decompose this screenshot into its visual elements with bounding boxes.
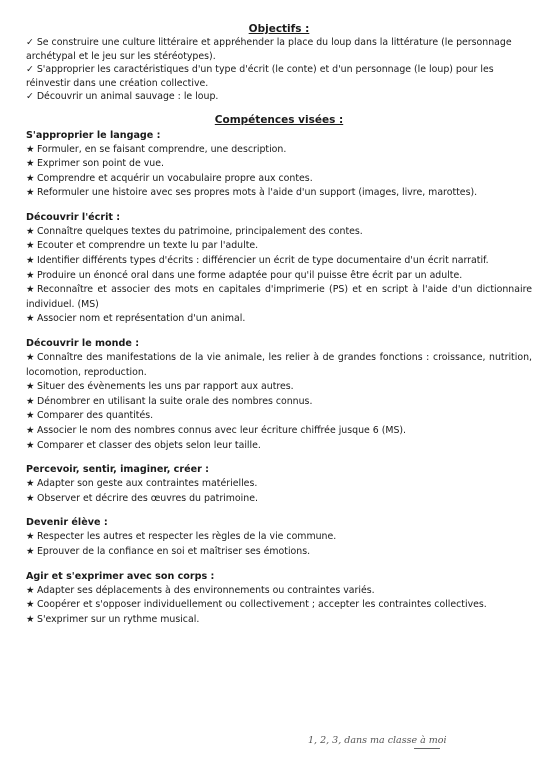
competence-text: Adapter ses déplacements à des environnements ou contraintes variés. — [37, 584, 375, 596]
section-title: S'approprier le langage : — [26, 129, 161, 141]
star-bullet-icon: ★ — [26, 240, 35, 252]
competence-item — [26, 424, 532, 439]
competence-item — [26, 186, 532, 201]
competence-text: Coopérer et s'opposer individuellement ou collectivement ; accepter les contraintes collectives. — [37, 599, 487, 611]
star-bullet-icon: ★ — [26, 158, 35, 170]
star-bullet-icon: ★ — [26, 395, 35, 407]
competence-text: Associer nom et représentation d'un animal. — [37, 313, 246, 325]
competence-text: Observer et décrire des œuvres du patrimoine. — [37, 492, 258, 504]
competence-section — [26, 211, 532, 327]
competences-title: Compétences visées : — [214, 113, 344, 126]
section-title: Découvrir l'écrit : — [26, 211, 121, 223]
star-bullet-icon: ★ — [26, 255, 35, 267]
competence-section — [26, 516, 532, 559]
competence-text: Connaître des manifestations de la vie animale, les relier à de grandes fonctions : croissance, nutrition, locomotion, reproduction. — [26, 352, 532, 378]
objectives-title: Objectifs : — [248, 23, 310, 35]
star-bullet-icon: ★ — [26, 381, 35, 393]
competence-section — [26, 129, 532, 201]
competence-text: Identifier différents types d'écrits : différencier un écrit de type documentaire d'un écrit narratif. — [37, 255, 489, 267]
competence-text: Comprendre et acquérir un vocabulaire propre aux contes. — [37, 172, 313, 184]
competence-text: Dénombrer en utilisant la suite orale des nombres connus. — [37, 395, 313, 407]
competence-text: Adapter son geste aux contraintes matérielles. — [37, 478, 258, 490]
star-bullet-icon: ★ — [26, 225, 35, 237]
competence-item — [26, 395, 532, 410]
competence-text: Reformuler une histoire avec ses propres mots à l'aide d'un support (images, livre, marottes). — [37, 187, 478, 199]
star-bullet-icon: ★ — [26, 492, 35, 504]
competence-text: Comparer et classer des objets selon leur taille. — [37, 439, 261, 451]
competence-text: Ecouter et comprendre un texte lu par l'adulte. — [37, 240, 259, 252]
star-bullet-icon: ★ — [26, 613, 35, 625]
competence-item — [26, 380, 532, 395]
star-bullet-icon: ★ — [26, 172, 35, 184]
competence-section — [26, 463, 532, 506]
competence-item — [26, 492, 532, 507]
star-bullet-icon: ★ — [26, 352, 35, 364]
star-bullet-icon: ★ — [26, 143, 35, 155]
star-bullet-icon: ★ — [26, 584, 35, 596]
competence-item — [26, 409, 532, 424]
competence-item — [26, 157, 532, 172]
star-bullet-icon: ★ — [26, 425, 35, 436]
section-title: Devenir élève : — [26, 517, 108, 529]
signature-underline — [414, 748, 440, 749]
competence-item — [26, 239, 532, 254]
star-bullet-icon: ★ — [26, 478, 35, 490]
star-bullet-icon: ★ — [26, 439, 35, 451]
competence-item — [26, 598, 532, 613]
competence-item — [26, 530, 532, 545]
competence-section — [26, 570, 532, 628]
objective-item: ✓ Se construire une culture littéraire et appréhender la place du loup dans la littérature (le personnage archétypal et le jeu sur les stéréotypes). — [26, 37, 512, 62]
competence-text: Associer le nom des nombres connus avec leur écriture chiffrée jusque 6 (MS). — [37, 425, 407, 436]
competence-item — [26, 312, 532, 327]
competences-sections — [26, 129, 532, 628]
objectives-list — [26, 36, 532, 104]
footer-signature: 1, 2, 3, dans ma classe à moi — [308, 735, 447, 746]
section-title: Agir et s'exprimer avec son corps : — [26, 570, 215, 582]
star-bullet-icon: ★ — [26, 269, 35, 281]
competence-item — [26, 439, 532, 454]
competence-item — [26, 172, 532, 187]
objective-item: ✓ S'approprier les caractéristiques d'un type d'écrit (le conte) et d'un personnage (le loup) pour les réinvestir dans une création collective. — [26, 64, 494, 89]
competence-item — [26, 254, 532, 269]
competence-item — [26, 584, 532, 599]
competence-text: Formuler, en se faisant comprendre, une description. — [37, 143, 287, 155]
star-bullet-icon: ★ — [26, 531, 35, 543]
competence-text: Eprouver de la confiance en soi et maîtriser ses émotions. — [37, 545, 311, 557]
document-page — [26, 22, 532, 627]
objective-item: ✓ Découvrir un animal sauvage : le loup. — [26, 91, 219, 102]
competence-text: Exprimer son point de vue. — [37, 158, 164, 170]
star-bullet-icon: ★ — [26, 313, 35, 325]
competence-item — [26, 225, 532, 240]
star-bullet-icon: ★ — [26, 545, 35, 557]
competence-item — [26, 143, 532, 158]
competence-section — [26, 337, 532, 453]
competence-text: Respecter les autres et respecter les règles de la vie commune. — [37, 531, 337, 543]
star-bullet-icon: ★ — [26, 599, 35, 611]
competence-text: Situer des évènements les uns par rapport aux autres. — [37, 381, 294, 393]
competence-item — [26, 351, 532, 380]
competence-item — [26, 613, 532, 628]
competence-text: Comparer des quantités. — [37, 410, 154, 422]
star-bullet-icon: ★ — [26, 410, 35, 422]
competence-text: S'exprimer sur un rythme musical. — [37, 613, 200, 625]
competence-item — [26, 269, 532, 284]
competence-item — [26, 545, 532, 560]
competence-text: Reconnaître et associer des mots en capitales d'imprimerie (PS) et en script à l'aide d'un dictionnaire individuel. (MS) — [26, 284, 532, 310]
section-title: Percevoir, sentir, imaginer, créer : — [26, 464, 210, 476]
competence-item — [26, 477, 532, 492]
competence-text: Produire un énoncé oral dans une forme adaptée pour qu'il puisse être écrit par un adulte. — [37, 269, 463, 281]
star-bullet-icon: ★ — [26, 187, 35, 199]
star-bullet-icon: ★ — [26, 284, 35, 296]
competence-item — [26, 283, 532, 312]
section-title: Découvrir le monde : — [26, 338, 140, 350]
competence-text: Connaître quelques textes du patrimoine, principalement des contes. — [37, 225, 363, 237]
